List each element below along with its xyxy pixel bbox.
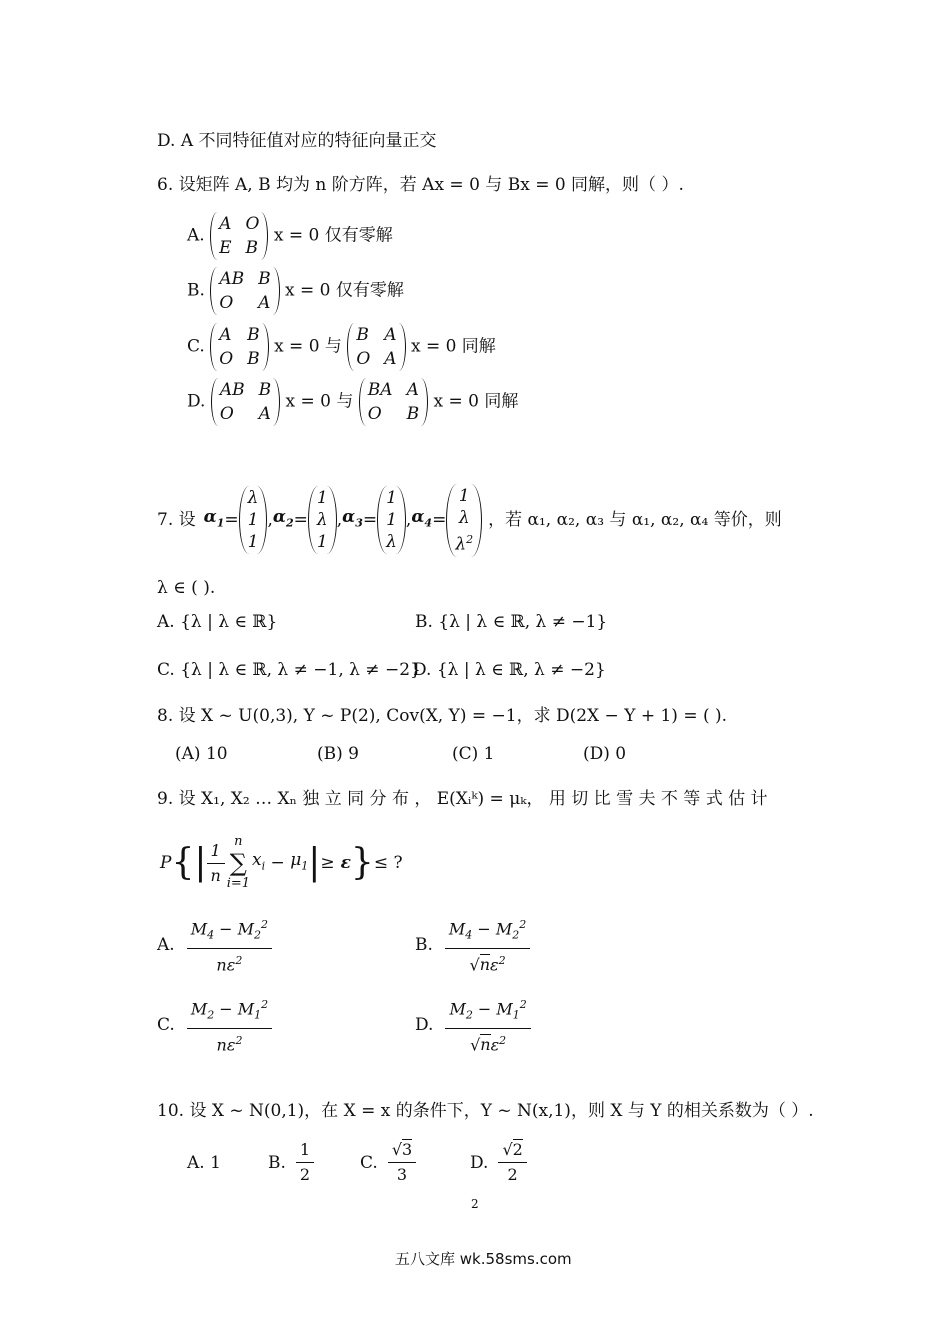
q7-line2: λ ∈ ( ). xyxy=(157,578,216,598)
q8-option-a: (A) 10 xyxy=(175,744,228,764)
footer-watermark: 五八文库 wk.58sms.com xyxy=(395,1250,572,1268)
q6-option-a xyxy=(187,212,393,260)
q6-d-text: x = 0 同解 xyxy=(433,391,519,412)
q6-b-text: x = 0 仅有零解 xyxy=(285,280,404,301)
q6-stem: 6. 设矩阵 A, B 均为 n 阶方阵，若 Ax = 0 与 Bx = 0 同解，则（ ）. xyxy=(157,175,684,195)
q7-option-b: B. {λ | λ ∈ ℝ, λ ≠ −1} xyxy=(415,612,608,632)
q6-a-matrix: A O E B xyxy=(210,212,268,260)
q10-c-fraction: $\frac{√3}{3}$ xyxy=(388,1140,416,1185)
q7-alpha2-vector: 1 λ 1 xyxy=(308,486,337,554)
q9-option-a xyxy=(157,915,272,975)
q8-option-c: (C) 1 xyxy=(452,744,495,764)
q7-number: 7. 设 xyxy=(157,510,196,531)
q6-b-matrix: AB B O A xyxy=(210,267,279,315)
q10-option-a: A. 1 xyxy=(187,1153,221,1173)
q6-option-c xyxy=(187,323,496,371)
q10-b-fraction: $\frac{1}{2}$ xyxy=(296,1140,314,1185)
q9-b-fraction: $\frac{M_4 - M_2^2}{√n\varepsilon^2}$ xyxy=(445,915,530,975)
q6-d-label: D. xyxy=(187,391,206,412)
q10-option-c xyxy=(360,1140,416,1185)
q10-option-b xyxy=(268,1140,314,1185)
q9-d-label: D. xyxy=(415,1014,434,1035)
q10-option-d xyxy=(470,1140,527,1185)
q6-c-label: C. xyxy=(187,336,205,357)
q6-a-label: A. xyxy=(187,225,205,246)
q9-a-fraction: $\frac{M_4 - M_2^2}{n\varepsilon^2}$ xyxy=(187,915,272,975)
q9-c-fraction: $\frac{M_2 - M_1^2}{n\varepsilon^2}$ xyxy=(187,995,272,1055)
q10-b-label: B. xyxy=(268,1152,286,1173)
q6-c-text: x = 0 同解 xyxy=(410,336,496,357)
q8-stem: 8. 设 X ~ U(0,3), Y ~ P(2), Cov(X, Y) = −1，求 D(2X − Y + 1) = ( ). xyxy=(157,706,728,726)
q6-c-matrix-2: B A O A xyxy=(347,323,405,371)
q7-option-d: D. {λ | λ ∈ ℝ, λ ≠ −2} xyxy=(413,660,606,680)
q10-stem: 10. 设 X ~ N(0,1)，在 X = x 的条件下，Y ~ N(x,1)，则 X 与 Y 的相关系数为（ ）. xyxy=(157,1101,814,1121)
q7-option-c: C. {λ | λ ∈ ℝ, λ ≠ −1, λ ≠ −2} xyxy=(157,660,421,680)
q9-option-b xyxy=(415,915,530,975)
q6-option-b xyxy=(187,267,404,315)
page-number: 2 xyxy=(471,1197,479,1211)
q7-stem: 7. 设 $\alpha_1$ = λ 1 1 , $\alpha_2$ = 1 λ 1 , $\alpha_3$ = 1 1 λ , $\alpha_4$ = 1 λ $\lambda^2$ ，若 α₁, α₂, α₃ 与 α₁, α₂, α₄ 等价，则 xyxy=(157,486,782,555)
q7-alpha3-vector: 1 1 λ xyxy=(377,486,406,554)
q7-alpha4-vector: 1 λ $\lambda^2$ xyxy=(446,484,482,557)
q6-c-mid: x = 0 与 xyxy=(274,336,342,357)
q5-option-d: D. A 不同特征值对应的特征向量正交 xyxy=(157,131,437,151)
q6-a-text: x = 0 仅有零解 xyxy=(273,225,393,246)
q10-d-label: D. xyxy=(470,1152,489,1173)
q9-option-d xyxy=(415,995,531,1055)
q9-option-c xyxy=(157,995,272,1055)
q6-d-mid: x = 0 与 xyxy=(285,391,354,412)
q6-option-d xyxy=(187,378,518,426)
q7-tail: ，若 α₁, α₂, α₃ 与 α₁, α₂, α₄ 等价，则 xyxy=(488,510,782,531)
q6-c-matrix-1: A B O B xyxy=(210,323,268,371)
q8-option-b: (B) 9 xyxy=(317,744,359,764)
q6-d-matrix-1: AB B O A xyxy=(211,378,280,426)
q9-probability-expression: P { | $\frac{1}{n}$ n ∑ i=1 $x_i$ − $\mu_1$ | ≥ ε } ≤ ? xyxy=(160,834,403,891)
q9-a-label: A. xyxy=(157,934,175,955)
q9-stem: 9. 设 X₁, X₂ … Xₙ 独 立 同 分 布 ， E(Xᵢᵏ) = μₖ， 用 切 比 雪 夫 不 等 式 估 计 xyxy=(157,789,768,809)
q8-option-d: (D) 0 xyxy=(583,744,627,764)
q7-option-a: A. {λ | λ ∈ ℝ} xyxy=(157,612,278,632)
q7-alpha1-vector: λ 1 1 xyxy=(239,486,268,554)
q9-d-fraction: $\frac{M_2 - M_1^2}{√n\varepsilon^2}$ xyxy=(445,995,530,1055)
q9-c-label: C. xyxy=(157,1014,175,1035)
q10-d-fraction: $\frac{√2}{2}$ xyxy=(498,1140,526,1185)
q10-c-label: C. xyxy=(360,1152,378,1173)
q9-b-label: B. xyxy=(415,934,433,955)
q9-frac-1-over-n: $\frac{1}{n}$ xyxy=(207,841,225,886)
q6-d-matrix-2: BA A O B xyxy=(359,378,428,426)
q6-b-label: B. xyxy=(187,280,205,301)
